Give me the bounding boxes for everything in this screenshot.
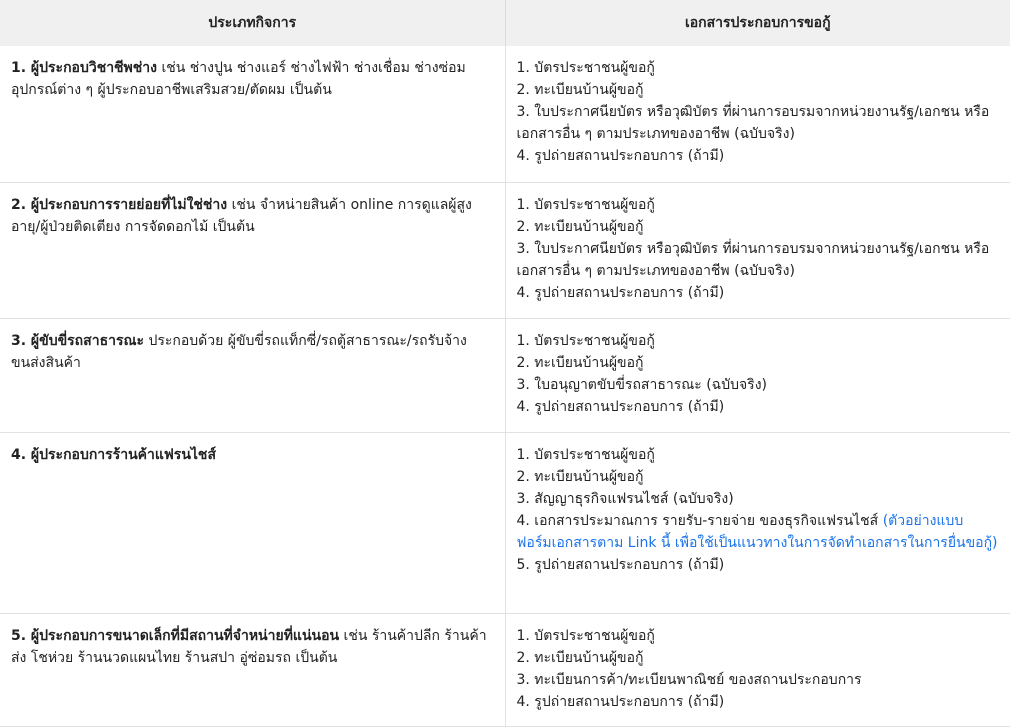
document-item: 1. บัตรประชาชนผู้ขอกู้ — [516, 446, 655, 463]
documents-cell — [505, 613, 1010, 726]
document-item: 2. ทะเบียนบ้านผู้ขอกู้ — [516, 468, 644, 485]
business-type-title: 4. ผู้ประกอบการร้านค้าแฟรนไชส์ — [11, 446, 216, 463]
sample-form-link[interactable]: (ตัวอย่างแบบฟอร์มเอกสารตาม Link นี้ เพื่อใช้เป็นแนวทางในการจัดทำเอกสารในการยื่นขอกู้) — [516, 512, 998, 551]
table-row — [0, 318, 1010, 432]
document-item: 2. ทะเบียนบ้านผู้ขอกู้ — [516, 82, 644, 98]
document-item: 1. บัตรประชาชนผู้ขอกู้ — [516, 627, 655, 644]
business-type-cell — [0, 432, 505, 613]
business-type-desc: ประกอบด้วย ผู้ขับขี่รถแท็กซี่/รถตู้สาธารณะ/รถรับจ้างขนส่งสินค้า — [11, 332, 467, 371]
document-item: 4. รูปถ่ายสถานประกอบการ (ถ้ามี) — [516, 148, 725, 164]
business-type-cell — [0, 318, 505, 432]
business-type-desc: เช่น จำหน่ายสินค้า online การดูแลผู้สูงอายุ/ผู้ป่วยติดเตียง การจัดดอกไม้ เป็นต้น — [11, 196, 472, 235]
document-item: 3. ใบอนุญาตขับขี่รถสาธารณะ (ฉบับจริง) — [516, 376, 767, 393]
table-header-row — [0, 0, 1010, 46]
documents-cell — [505, 318, 1010, 432]
document-item: 5. รูปถ่ายสถานประกอบการ (ถ้ามี) — [516, 556, 725, 573]
document-item: 3. ทะเบียนการค้า/ทะเบียนพาณิชย์ ของสถานประกอบการ — [516, 671, 862, 688]
document-item: 2. ทะเบียนบ้านผู้ขอกู้ — [516, 649, 644, 666]
business-type-cell — [0, 182, 505, 318]
business-type-title: 3. ผู้ขับขี่รถสาธารณะ — [11, 332, 144, 349]
table-row — [0, 46, 1010, 182]
document-item: 1. บัตรประชาชนผู้ขอกู้ — [516, 196, 655, 213]
header-documents: เอกสารประกอบการขอกู้ — [505, 0, 1010, 46]
business-type-title: 1. ผู้ประกอบวิชาชีพช่าง — [11, 60, 157, 76]
documents-cell — [505, 432, 1010, 613]
business-type-title: 5. ผู้ประกอบการขนาดเล็กที่มีสถานที่จำหน่ายที่แน่นอน — [11, 627, 340, 644]
documents-cell — [505, 46, 1010, 182]
header-business-type: ประเภทกิจการ — [0, 0, 505, 46]
document-item: 4. รูปถ่ายสถานประกอบการ (ถ้ามี) — [516, 693, 725, 710]
document-item: 1. บัตรประชาชนผู้ขอกู้ — [516, 60, 655, 76]
document-item-with-link — [517, 510, 999, 554]
table-row — [0, 432, 1010, 613]
document-item: 1. บัตรประชาชนผู้ขอกู้ — [516, 332, 655, 349]
document-item: 2. ทะเบียนบ้านผู้ขอกู้ — [516, 354, 644, 371]
document-item-text: 4. เอกสารประมาณการ รายรับ-รายจ่าย ของธุรกิจแฟรนไชส์ — [516, 512, 883, 529]
business-type-cell — [0, 46, 505, 182]
business-type-desc: เช่น ร้านค้าปลีก ร้านค้าส่ง โชห่วย ร้านนวดแผนไทย ร้านสปา อู่ซ่อมรถ เป็นต้น — [11, 627, 487, 666]
document-item: 3. สัญญาธุรกิจแฟรนไชส์ (ฉบับจริง) — [516, 490, 734, 507]
document-item: 3. ใบประกาศนียบัตร หรือวุฒิบัตร ที่ผ่านการอบรมจากหน่วยงานรัฐ/เอกชน หรือเอกสารอื่น ๆ ตามประเภทของอาชีพ (ฉบับจริง) — [516, 240, 990, 279]
document-item: 4. รูปถ่ายสถานประกอบการ (ถ้ามี) — [516, 284, 725, 301]
table-row — [0, 182, 1010, 318]
business-type-cell — [0, 613, 505, 726]
document-item: 3. ใบประกาศนียบัตร หรือวุฒิบัตร ที่ผ่านการอบรมจากหน่วยงานรัฐ/เอกชน หรือเอกสารอื่น ๆ ตามประเภทของอาชีพ (ฉบับจริง) — [516, 104, 990, 142]
document-item: 4. รูปถ่ายสถานประกอบการ (ถ้ามี) — [516, 398, 725, 415]
document-item: 2. ทะเบียนบ้านผู้ขอกู้ — [516, 218, 644, 235]
table-row — [0, 613, 1010, 726]
documents-cell — [505, 182, 1010, 318]
business-type-title: 2. ผู้ประกอบการรายย่อยที่ไม่ใช่ช่าง — [11, 196, 228, 213]
business-type-desc: เช่น ช่างปูน ช่างแอร์ ช่างไฟฟ้า ช่างเชื่อม ช่างซ่อมอุปกรณ์ต่าง ๆ ผู้ประกอบอาชีพเสริมสวย/ตัดผม เป็นต้น — [11, 60, 466, 98]
